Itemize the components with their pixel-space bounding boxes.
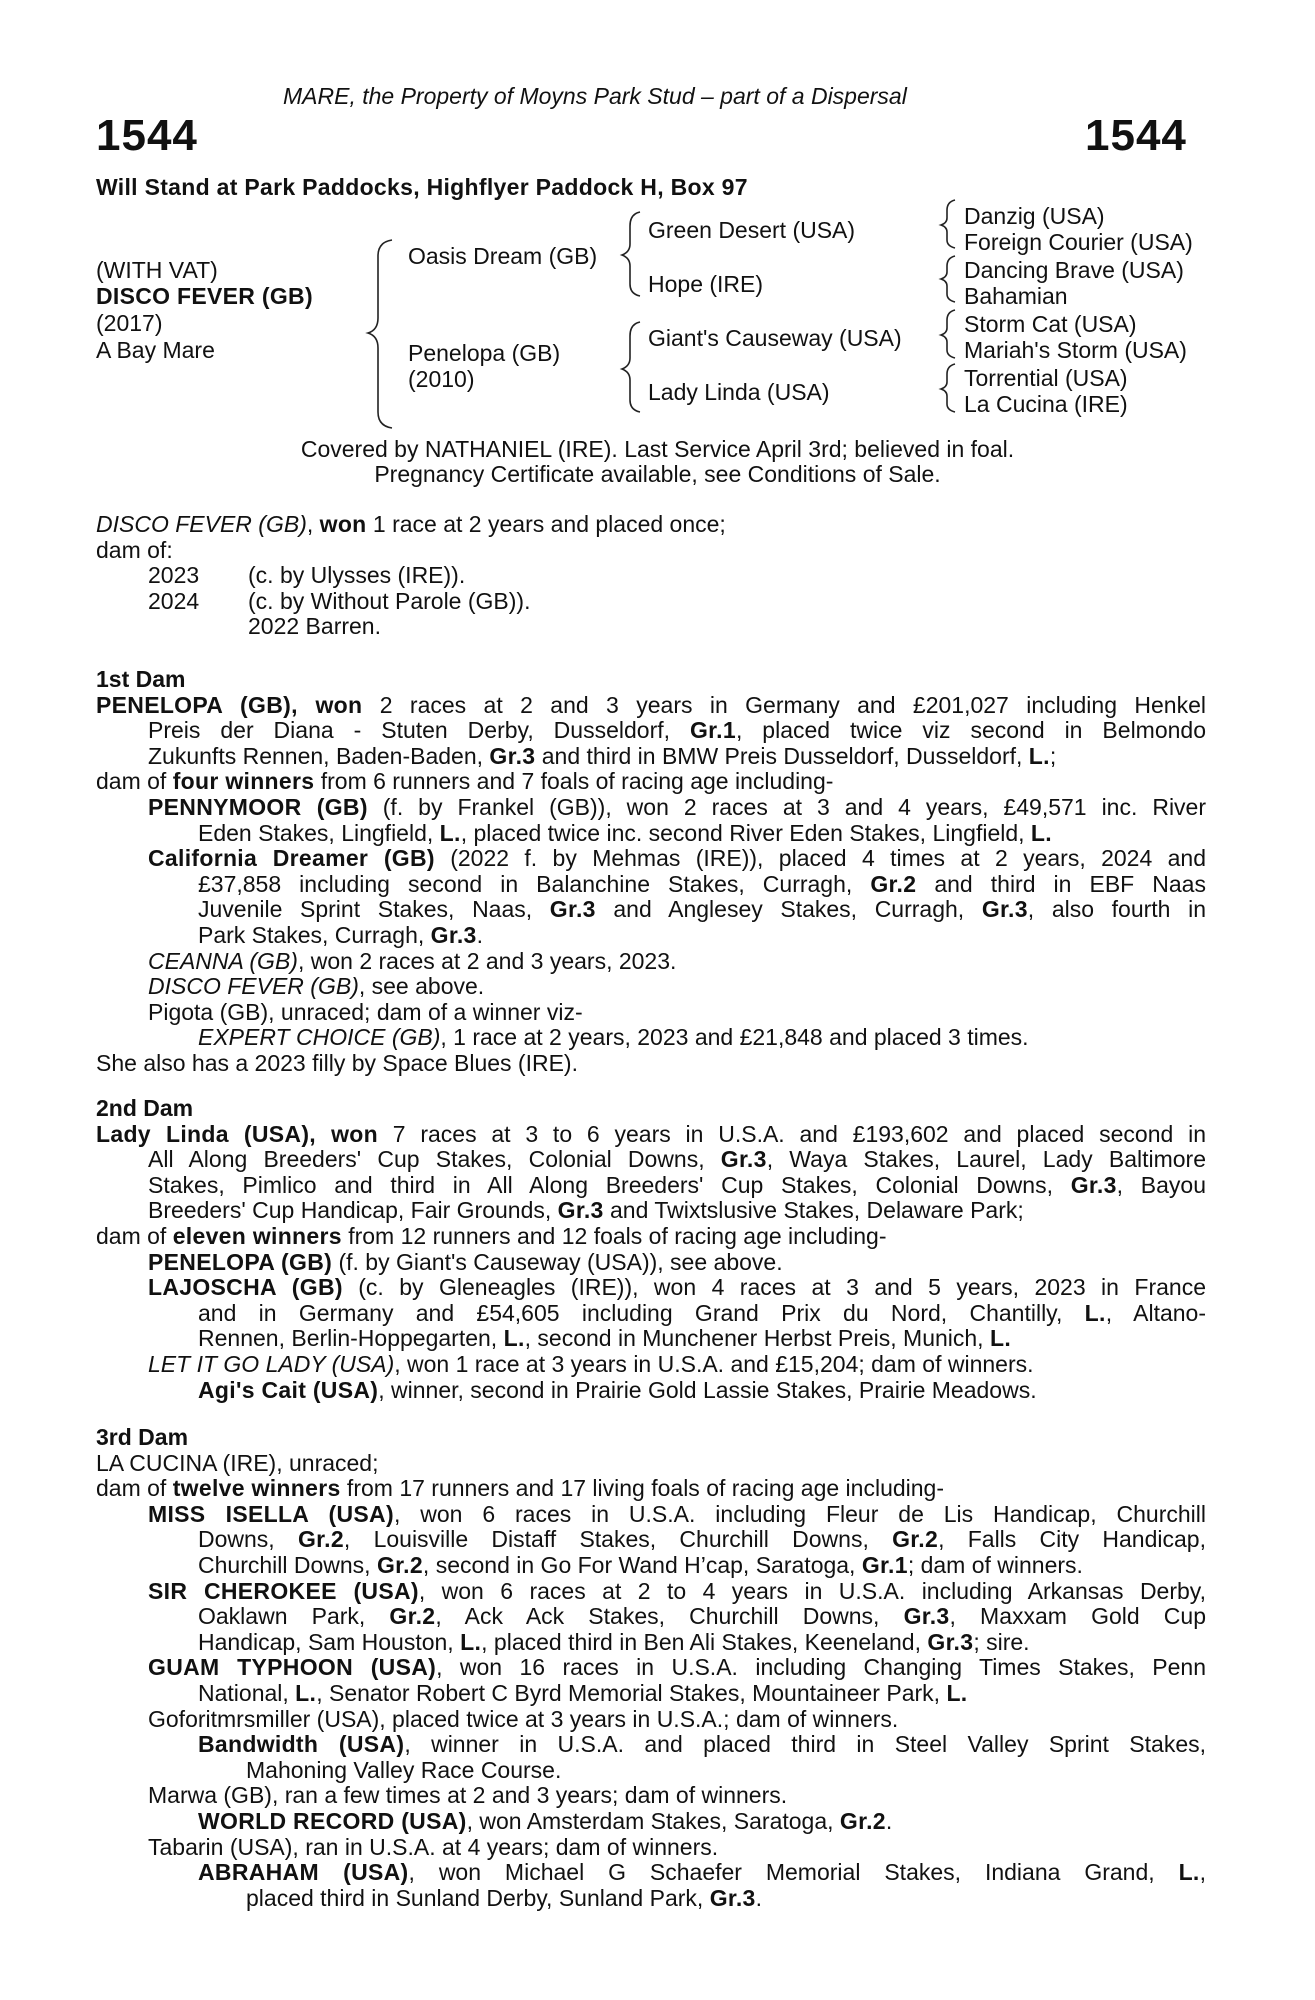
intro-rest: 1 race at 2 years and placed once; bbox=[366, 511, 726, 537]
world-record-name: WORLD RECORD (USA) bbox=[198, 1807, 467, 1834]
brace-main bbox=[368, 240, 392, 428]
d3-grade: Gr.3 bbox=[903, 1603, 950, 1630]
d1-text: Juvenile Sprint Stakes, Naas, bbox=[198, 896, 550, 923]
ggs-1: Danzig (USA) bbox=[964, 203, 1105, 229]
d2-text: Stakes, Pimlico and third in All Along Breeders' Cup Stakes, Colonial Downs, bbox=[148, 1171, 1071, 1198]
third-dam-heading: 3rd Dam bbox=[96, 1424, 189, 1450]
produce-1: (c. by Ulysses (IRE)). bbox=[248, 562, 466, 589]
d2-grade: L. bbox=[1084, 1299, 1106, 1326]
brace-dd bbox=[941, 364, 955, 412]
d1-grade: L. bbox=[1028, 742, 1050, 769]
d3-text: , won 6 races at 2 to 4 years in U.S.A. including Arkansas Derby, bbox=[418, 1577, 1206, 1604]
d2-grade: Gr.3 bbox=[720, 1146, 767, 1173]
d3-text: , Falls City Handicap, bbox=[938, 1526, 1206, 1553]
d2-text: from 12 runners and 12 foals of racing age including- bbox=[341, 1222, 887, 1249]
d3-text: , Ack Ack Stakes, Churchill Downs, bbox=[435, 1603, 904, 1630]
catalogue-subtitle: MARE, the Property of Moyns Park Stud – part of a Dispersal bbox=[283, 83, 907, 109]
let-it-go-lady-name: LET IT GO LADY (USA) bbox=[148, 1350, 395, 1377]
d2-winners: eleven winners bbox=[172, 1222, 342, 1249]
intro-damof: dam of: bbox=[96, 536, 173, 563]
abraham-name: ABRAHAM (USA) bbox=[198, 1859, 409, 1886]
d3-text: , won 16 races in U.S.A. including Changing Times Stakes, Penn bbox=[436, 1654, 1206, 1681]
horse-year: (2017) bbox=[96, 310, 163, 336]
d3-text: from 17 runners and 17 living foals of racing age including- bbox=[340, 1475, 945, 1502]
d3-text: . bbox=[755, 1884, 763, 1911]
ggd-3: Mariah's Storm (USA) bbox=[964, 337, 1187, 363]
d2-grade: L. bbox=[503, 1325, 525, 1352]
d1-grade: Gr.1 bbox=[689, 717, 736, 744]
d2-grade: Gr.3 bbox=[557, 1197, 604, 1224]
d3-grade: Gr.1 bbox=[861, 1551, 908, 1578]
d1-grade: Gr.3 bbox=[549, 896, 596, 923]
d3-text: , winner in U.S.A. and placed third in Steel Valley Sprint Stakes, bbox=[404, 1731, 1206, 1758]
d1-text: , see above. bbox=[358, 973, 485, 1000]
second-dam-heading: 2nd Dam bbox=[96, 1095, 194, 1121]
d2-text: , won 1 race at 3 years in U.S.A. and £15,204; dam of winners. bbox=[394, 1350, 1034, 1377]
produce-year-2: 2024 bbox=[148, 587, 200, 614]
penelopa-ref: PENELOPA (GB) bbox=[148, 1248, 333, 1275]
lajoscha-name: LAJOSCHA (GB) bbox=[148, 1274, 343, 1301]
ceanna-name: CEANNA (GB) bbox=[148, 947, 298, 974]
disco-fever-name: DISCO FEVER (GB) bbox=[148, 973, 359, 1000]
d2-grade: L. bbox=[989, 1325, 1012, 1352]
dam-year: (2010) bbox=[408, 366, 475, 392]
d1-text: and third in EBF Naas bbox=[916, 870, 1206, 897]
d1-text: Park Stakes, Curragh, bbox=[198, 921, 431, 948]
d3-text: dam of bbox=[96, 1475, 173, 1502]
produce-2: (c. by Without Parole (GB)). bbox=[248, 587, 531, 614]
d1-text: (f. by Frankel (GB)), won 2 races at 3 and 4 years, £49,571 inc. River bbox=[367, 793, 1207, 820]
ggs-2: Dancing Brave (USA) bbox=[964, 257, 1184, 283]
d1-grade: Gr.3 bbox=[489, 742, 536, 769]
brace-sire bbox=[622, 212, 640, 296]
horse-description: A Bay Mare bbox=[96, 337, 215, 363]
d2-grade: Gr.3 bbox=[1070, 1171, 1117, 1198]
d1-text: 2 races at 2 and 3 years in Germany and £201,027 including Henkel bbox=[362, 691, 1206, 718]
d2-text: and in Germany and £54,605 including Grand Prix du Nord, Chantilly, bbox=[198, 1299, 1085, 1326]
d1-grade: L. bbox=[439, 819, 461, 846]
d1-text: £37,858 including second in Balanchine Stakes, Curragh, bbox=[198, 870, 871, 897]
d3-text: Downs, bbox=[198, 1526, 298, 1553]
horse-name: DISCO FEVER (GB) bbox=[96, 283, 313, 309]
d3-text: , bbox=[1199, 1859, 1206, 1886]
sir-cherokee-name: SIR CHEROKEE (USA) bbox=[148, 1577, 419, 1604]
sire-sire: Green Desert (USA) bbox=[648, 217, 856, 243]
d1-text: , placed twice inc. second River Eden Stakes, Lingfield, bbox=[460, 819, 1031, 846]
d3-grade: Gr.3 bbox=[709, 1884, 756, 1911]
lady-linda-name: Lady Linda (USA), won bbox=[96, 1120, 378, 1147]
d3-grade: Gr.2 bbox=[376, 1551, 423, 1578]
d2-text: All Along Breeders' Cup Stakes, Colonial Downs, bbox=[148, 1146, 721, 1173]
d1-text: from 6 runners and 7 foals of racing age including- bbox=[314, 768, 834, 795]
d1-text: Eden Stakes, Lingfield, bbox=[198, 819, 440, 846]
d2-text: , Waya Stakes, Laurel, Lady Baltimore bbox=[766, 1146, 1206, 1173]
vat-status: (WITH VAT) bbox=[96, 257, 218, 283]
d1-text: and third in BMW Preis Dusseldorf, Dusseldorf, bbox=[535, 742, 1029, 769]
ggs-4: Torrential (USA) bbox=[964, 365, 1128, 391]
expert-choice-name: EXPERT CHOICE (GB) bbox=[198, 1024, 441, 1051]
d1-winners: four winners bbox=[172, 768, 315, 795]
pigota-line: Pigota (GB), unraced; dam of a winner viz- bbox=[148, 998, 583, 1025]
d1-text: , placed twice viz second in Belmondo bbox=[735, 717, 1207, 744]
lot-number-right: 1544 bbox=[1085, 111, 1187, 160]
d1-grade: Gr.3 bbox=[430, 921, 477, 948]
d3-grade: L. bbox=[295, 1679, 317, 1706]
d3-grade: Gr.2 bbox=[297, 1526, 344, 1553]
penelopa-name: PENELOPA (GB), won bbox=[96, 691, 363, 718]
goforitmrsmiller-line: Goforitmrsmiller (USA), placed twice at 3 years in U.S.A.; dam of winners. bbox=[148, 1705, 899, 1732]
brace-ss bbox=[941, 200, 955, 248]
tabarin-line: Tabarin (USA), ran in U.S.A. at 4 years; dam of winners. bbox=[148, 1833, 719, 1860]
d1-text: ; bbox=[1049, 742, 1057, 769]
d2-text: (f. by Giant's Causeway (USA)), see above. bbox=[332, 1248, 783, 1275]
d2-text: and Twixtslusive Stakes, Delaware Park; bbox=[603, 1197, 1024, 1224]
d3-grade: Gr.2 bbox=[892, 1526, 939, 1553]
intro-name: DISCO FEVER (GB) bbox=[96, 511, 307, 537]
d1-text: , 1 race at 2 years, 2023 and £21,848 and placed 3 times. bbox=[440, 1024, 1029, 1051]
d3-text: National, bbox=[198, 1679, 296, 1706]
d3-grade: Gr.3 bbox=[927, 1628, 974, 1655]
bandwidth-name: Bandwidth (USA) bbox=[198, 1731, 405, 1758]
third-dam-section bbox=[96, 1425, 1206, 1911]
stand-location: Will Stand at Park Paddocks, Highflyer Paddock H, Box 97 bbox=[96, 174, 748, 200]
d1-footnote: She also has a 2023 filly by Space Blues (IRE). bbox=[96, 1049, 578, 1076]
d3-text: . bbox=[885, 1807, 893, 1834]
d3-text: Mahoning Valley Race Course. bbox=[246, 1756, 562, 1783]
d3-text: , second in Go For Wand H’cap, Saratoga, bbox=[422, 1551, 862, 1578]
sire-name: Oasis Dream (GB) bbox=[408, 243, 598, 269]
miss-isella-name: MISS ISELLA (USA) bbox=[148, 1500, 394, 1527]
d1-text: , won 2 races at 2 and 3 years, 2023. bbox=[297, 947, 677, 974]
d1-text: (2022 f. by Mehmas (IRE)), placed 4 times at 2 years, 2024 and bbox=[434, 845, 1206, 872]
d1-grade: L. bbox=[1030, 819, 1052, 846]
d1-text: . bbox=[476, 921, 484, 948]
california-dreamer-name: California Dreamer (GB) bbox=[148, 845, 435, 872]
pennymoor-name: PENNYMOOR (GB) bbox=[148, 793, 368, 820]
d2-text: dam of bbox=[96, 1222, 173, 1249]
d3-grade: Gr.2 bbox=[389, 1603, 436, 1630]
d1-text: and Anglesey Stakes, Curragh, bbox=[595, 896, 982, 923]
brace-ds bbox=[941, 310, 955, 358]
d3-text: , Senator Robert C Byrd Memorial Stakes, Mountaineer Park, bbox=[316, 1679, 947, 1706]
d3-text: , Maxxam Gold Cup bbox=[949, 1603, 1206, 1630]
brace-sd bbox=[941, 256, 955, 302]
d3-winners: twelve winners bbox=[172, 1475, 341, 1502]
d1-grade: Gr.2 bbox=[870, 870, 917, 897]
ggd-2: Bahamian bbox=[964, 283, 1068, 309]
ggd-1: Foreign Courier (USA) bbox=[964, 229, 1193, 255]
covered-line-1: Covered by NATHANIEL (IRE). Last Service April 3rd; believed in foal. bbox=[300, 436, 1015, 462]
d1-text: Zukunfts Rennen, Baden-Baden, bbox=[148, 742, 490, 769]
d2-text: (c. by Gleneagles (IRE)), won 4 races at 3 and 5 years, 2023 in France bbox=[342, 1274, 1206, 1301]
d2-text: , Altano- bbox=[1105, 1299, 1206, 1326]
sire-dam: Hope (IRE) bbox=[648, 271, 764, 297]
brace-dam bbox=[622, 322, 640, 412]
d3-text: Handicap, Sam Houston, bbox=[198, 1628, 461, 1655]
d3-grade: L. bbox=[460, 1628, 482, 1655]
dam-dam: Lady Linda (USA) bbox=[648, 379, 830, 405]
guam-typhoon-name: GUAM TYPHOON (USA) bbox=[148, 1654, 437, 1681]
d2-text: Breeders' Cup Handicap, Fair Grounds, bbox=[148, 1197, 558, 1224]
d1-grade: Gr.3 bbox=[981, 896, 1028, 923]
d3-grade: L. bbox=[1178, 1859, 1200, 1886]
d2-text: , winner, second in Prairie Gold Lassie Stakes, Prairie Meadows. bbox=[378, 1376, 1037, 1403]
agis-cait-name: Agi's Cait (USA) bbox=[198, 1376, 379, 1403]
d3-text: , won Amsterdam Stakes, Saratoga, bbox=[466, 1807, 840, 1834]
d3-grade: Gr.2 bbox=[839, 1807, 886, 1834]
d3-text: placed third in Sunland Derby, Sunland Park, bbox=[246, 1884, 710, 1911]
d2-text: Rennen, Berlin-Hoppegarten, bbox=[198, 1325, 504, 1352]
d3-text: ; dam of winners. bbox=[907, 1551, 1083, 1578]
first-dam-heading: 1st Dam bbox=[96, 666, 186, 692]
produce-year-1: 2023 bbox=[148, 562, 200, 589]
d2-text: , second in Munchener Herbst Preis, Munich, bbox=[524, 1325, 990, 1352]
d2-text: , Bayou bbox=[1116, 1171, 1206, 1198]
d1-text: Preis der Diana - Stuten Derby, Dusseldorf, bbox=[148, 717, 690, 744]
covered-line-2: Pregnancy Certificate available, see Conditions of Sale. bbox=[374, 461, 941, 487]
d3-text: Churchill Downs, bbox=[198, 1551, 377, 1578]
d3-text: , Louisville Distaff Stakes, Churchill Downs, bbox=[343, 1526, 893, 1553]
d3-text: ; sire. bbox=[973, 1628, 1030, 1655]
ggd-4: La Cucina (IRE) bbox=[964, 391, 1128, 417]
lot-number-left: 1544 bbox=[96, 111, 198, 160]
marwa-line: Marwa (GB), ran a few times at 2 and 3 years; dam of winners. bbox=[148, 1782, 788, 1809]
d3-text: Oaklawn Park, bbox=[198, 1603, 390, 1630]
second-dam-section bbox=[96, 1096, 1206, 1403]
produce-record: DISCO FEVER (GB), won 1 race at 2 years and placed once; dam of: 2023 (c. by Ulysses (IRE)). 2024 (c. by Without Parole (GB)). 2022 Barren. bbox=[96, 512, 1206, 640]
d3-text: , placed third in Ben Ali Stakes, Keeneland, bbox=[481, 1628, 928, 1655]
d3-text: , won 6 races in U.S.A. including Fleur de Lis Handicap, Churchill bbox=[393, 1500, 1206, 1527]
la-cucina-line: LA CUCINA (IRE), unraced; bbox=[96, 1449, 379, 1476]
first-dam-section bbox=[96, 667, 1206, 1077]
dam-sire: Giant's Causeway (USA) bbox=[648, 325, 902, 351]
d3-text: , won Michael G Schaefer Memorial Stakes, Indiana Grand, bbox=[408, 1859, 1179, 1886]
produce-3: 2022 Barren. bbox=[248, 613, 381, 640]
dam-name: Penelopa (GB) bbox=[408, 340, 561, 366]
intro-won: won bbox=[319, 511, 367, 537]
d1-text: dam of bbox=[96, 768, 173, 795]
ggs-3: Storm Cat (USA) bbox=[964, 311, 1137, 337]
d3-grade: L. bbox=[946, 1679, 968, 1706]
d2-text: 7 races at 3 to 6 years in U.S.A. and £193,602 and placed second in bbox=[377, 1120, 1206, 1147]
d1-text: , also fourth in bbox=[1027, 896, 1206, 923]
